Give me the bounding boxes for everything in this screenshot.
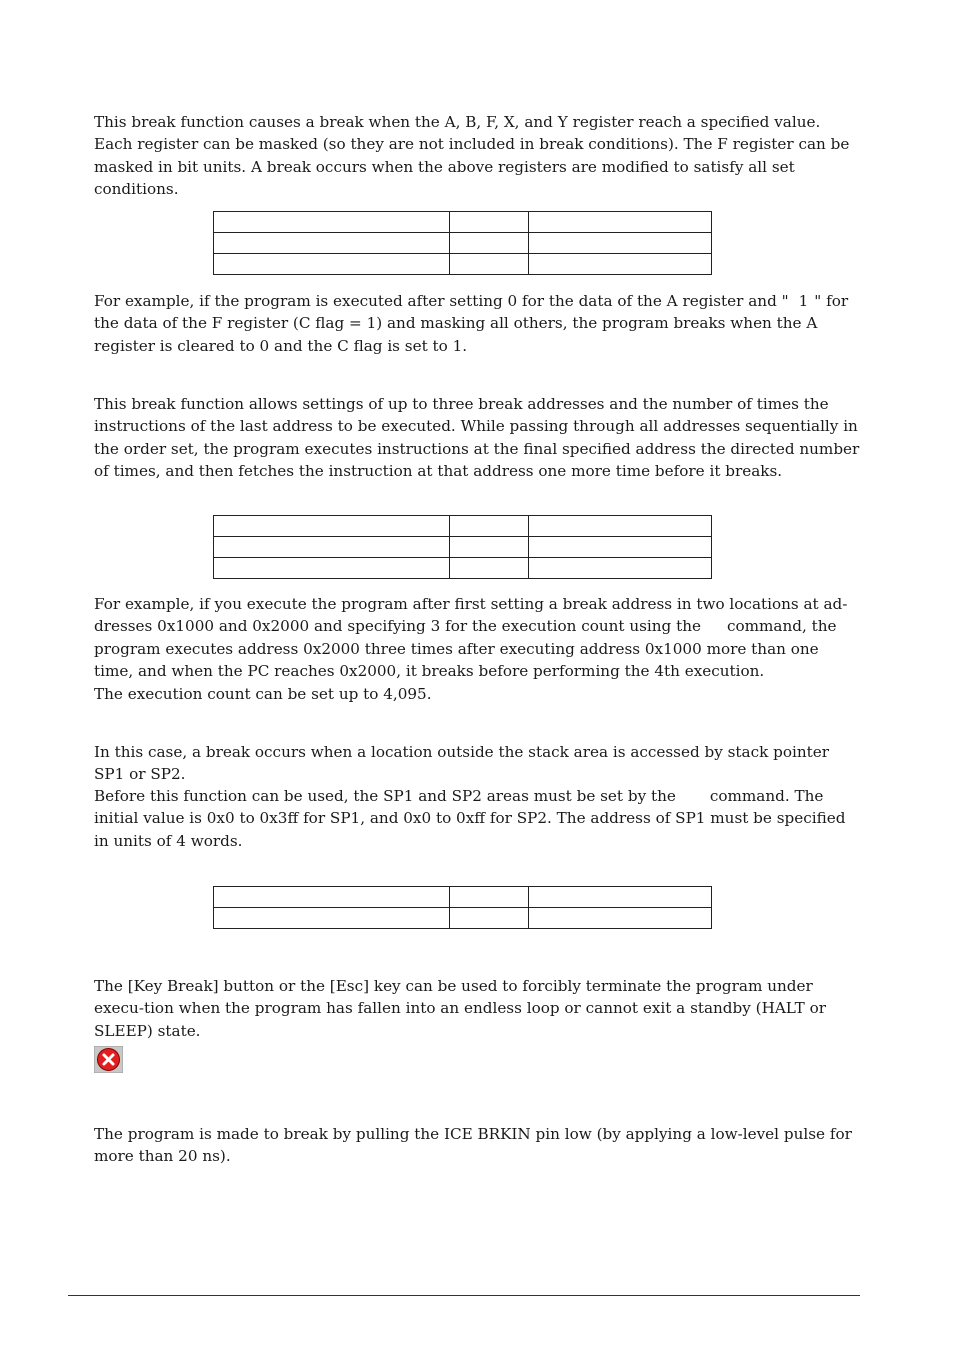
table-row [214, 516, 712, 537]
setup-text-start: Before this function can be used, the SP1 and SP2 areas must be set by the [94, 787, 676, 805]
sequential-break-command-table [213, 515, 712, 579]
footer-rule [68, 1295, 860, 1296]
sequential-break-intro: This break function allows settings of up to three break addresses and the number of times the instructions of the last address to be executed. While passing through all addresses sequentially in the order set, the program executes instructions at the final specified address the directed number of times, and then fetches the instruction at that address one more time before it breaks. [94, 395, 860, 481]
table-row [214, 233, 712, 254]
setup-text-end: command. The initial value is 0x0 to 0x3ff for SP1, and 0x0 to 0xff for SP2. The address of SP1 must be specified in units of 4 words. [94, 787, 846, 850]
example-text-start: For example, if the program is executed after setting 0 for the data of the A register and " [94, 292, 789, 310]
stack-break-intro: In this case, a break occurs when a location outside the stack area is accessed by stack pointer SP1 or SP2. [94, 743, 829, 784]
table-row [214, 908, 712, 929]
register-break-command-table [213, 211, 712, 275]
example-text-end: " for the data of the F register (C flag = 1) and masking all others, the program breaks when the A register is cleared to 0 and the C flag is set to 1. [94, 292, 849, 355]
table-row [214, 212, 712, 233]
key-break-intro: The [Key Break] button or the [Esc] key can be used to forcibly terminate the program under execu-tion when the program has fallen into an endless loop or cannot exit a standby (HALT or SLEEP) state. [94, 977, 826, 1040]
key-break-icon [94, 1046, 123, 1073]
table-row [214, 558, 712, 579]
execution-count-note: The execution count can be set up to 4,095. [94, 684, 432, 703]
stack-break-command-table [213, 886, 712, 929]
table-row [214, 537, 712, 558]
example-value: 1 [798, 292, 809, 310]
external-break-intro: The program is made to break by pulling the ICE BRKIN pin low (by applying a low-level pulse for more than 20 ns). [94, 1125, 852, 1166]
table-row [214, 887, 712, 908]
register-break-intro: This break function causes a break when the A, B, F, X, and Y register reach a specified value. Each register can be masked (so they are not included in break conditions). The F register can be masked in bit units. A break occurs when the above registers are modified to satisfy all set conditions. [94, 113, 850, 199]
example-text-end: command, the program executes address 0x2000 three times after executing address 0x1000 more than one time, and when the PC reaches 0x2000, it breaks before performing the 4th execution. [94, 617, 837, 681]
sequential-break-example [94, 593, 860, 705]
stack-break-setup [94, 785, 860, 852]
register-break-example [94, 290, 860, 357]
example-text-start: For example, if you execute the program after first setting a break address in two locations at ad-dresses 0x1000 and 0x2000 and specifying 3 for the execution count using the [94, 595, 848, 636]
table-row [214, 254, 712, 275]
